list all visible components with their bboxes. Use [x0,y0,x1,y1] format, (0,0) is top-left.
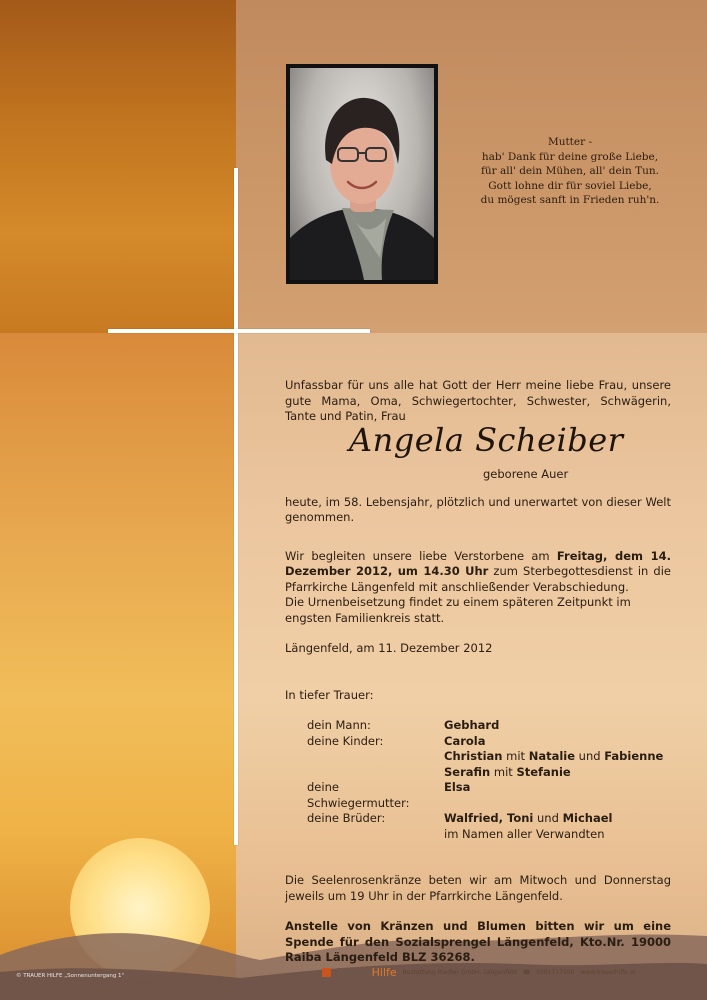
logo-wordmark: TrauerHilfe [337,966,397,979]
mourner-name: Gebhard [444,718,500,732]
mourner-row [307,734,671,750]
mourning-header: In tiefer Trauer: [285,687,374,702]
web-address[interactable]: www.trauerhilfe.at [580,969,636,976]
mourner-row [307,765,671,781]
mourner-name: Elsa [444,780,471,794]
mourner-row [307,780,671,811]
obituary-text [285,378,671,966]
poem-line: Gott lohne dir für soviel Liebe, [488,179,652,192]
funeral-date: Freitag, dem 14. Dezember 2012, um 14.30 Uhr [285,548,671,578]
cross-vertical-beam [234,168,238,845]
mourner-label: deine Schwiegermutter: [307,780,410,810]
background-sky-top-left [0,0,236,333]
intro-paragraph: Unfassbar für uns alle hat Gott der Herr meine liebe Frau, unsere gute Mama, Oma, Schwiegertochter, Schwester, Schwägerin, Tante und Patin, Frau [285,378,671,423]
phone-icon: ☎ [522,969,531,976]
portrait-person-icon [290,68,434,280]
poem-line: hab' Dank für deine große Liebe, [481,150,659,163]
mourner-row [307,718,671,734]
cross-horizontal-beam [108,329,370,333]
mourner-row [307,749,671,765]
urn-paragraph: Die Urnenbeisetzung findet zu einem späteren Zeitpunkt im engsten Familienkreis statt. [285,595,631,625]
mourner-row [307,811,671,827]
place-date: Längenfeld, am 11. Dezember 2012 [285,641,493,655]
funeral-paragraph [285,549,671,596]
trauer-hilfe-logo-icon [322,968,331,977]
rosary-paragraph: Die Seelenrosenkränze beten wir am Mitwoch und Donnerstag jeweils um 19 Uhr in der Pfarrkirche Längenfeld. [285,873,671,903]
mourners-list [307,718,671,842]
portrait-image [290,68,434,280]
mourner-name: Walfried, Toni und Michael [444,811,613,825]
copyright-note: © TRAUER HILFE „Sonnenuntergang 1" [16,973,125,979]
poem [460,135,680,208]
company-name: Bestattung Riedler GmbH, Längenfeld [402,969,517,976]
funeral-text-1: Wir begleiten unsere liebe Verstorbene am [285,548,557,563]
funeral-text-2: zum Sterbegottesdienst in die Pfarrkirche Längenfeld mit anschließender Verabschiedung. [285,564,671,594]
mourner-name: Christian mit Natalie und Fabienne [444,749,664,763]
death-paragraph: heute, im 58. Lebensjahr, plötzlich und unerwartet von dieser Welt genommen. [285,494,671,524]
footer-bar [322,966,636,979]
donation-paragraph: Anstelle von Kränzen und Blumen bitten wir um eine Spende für den Sozialsprengel Längenfeld, Kto.Nr. 19000 Raiba Längenfeld BLZ 36268. [285,919,671,964]
mourner-name: Serafin mit Stefanie [444,764,571,779]
maiden-name: geborene Auer [483,466,569,481]
mourner-label: dein Mann: [307,718,371,732]
portrait-photo [286,64,438,284]
mourner-label: deine Kinder: [307,733,384,748]
relatives-line: im Namen aller Verwandten [444,826,605,841]
deceased-name: Angela Scheiber [349,420,624,459]
phone-number: 0501717500 [536,969,575,976]
poem-line: Mutter - [547,136,593,148]
deceased-name-block [285,420,671,487]
poem-line: du mögest sanft in Frieden ruh'n. [480,194,660,206]
poem-line: für all' dein Mühen, all' dein Tun. [481,165,659,177]
mourner-name: Carola [444,733,486,748]
mourner-label: deine Brüder: [307,811,386,825]
mourner-row [307,827,671,843]
